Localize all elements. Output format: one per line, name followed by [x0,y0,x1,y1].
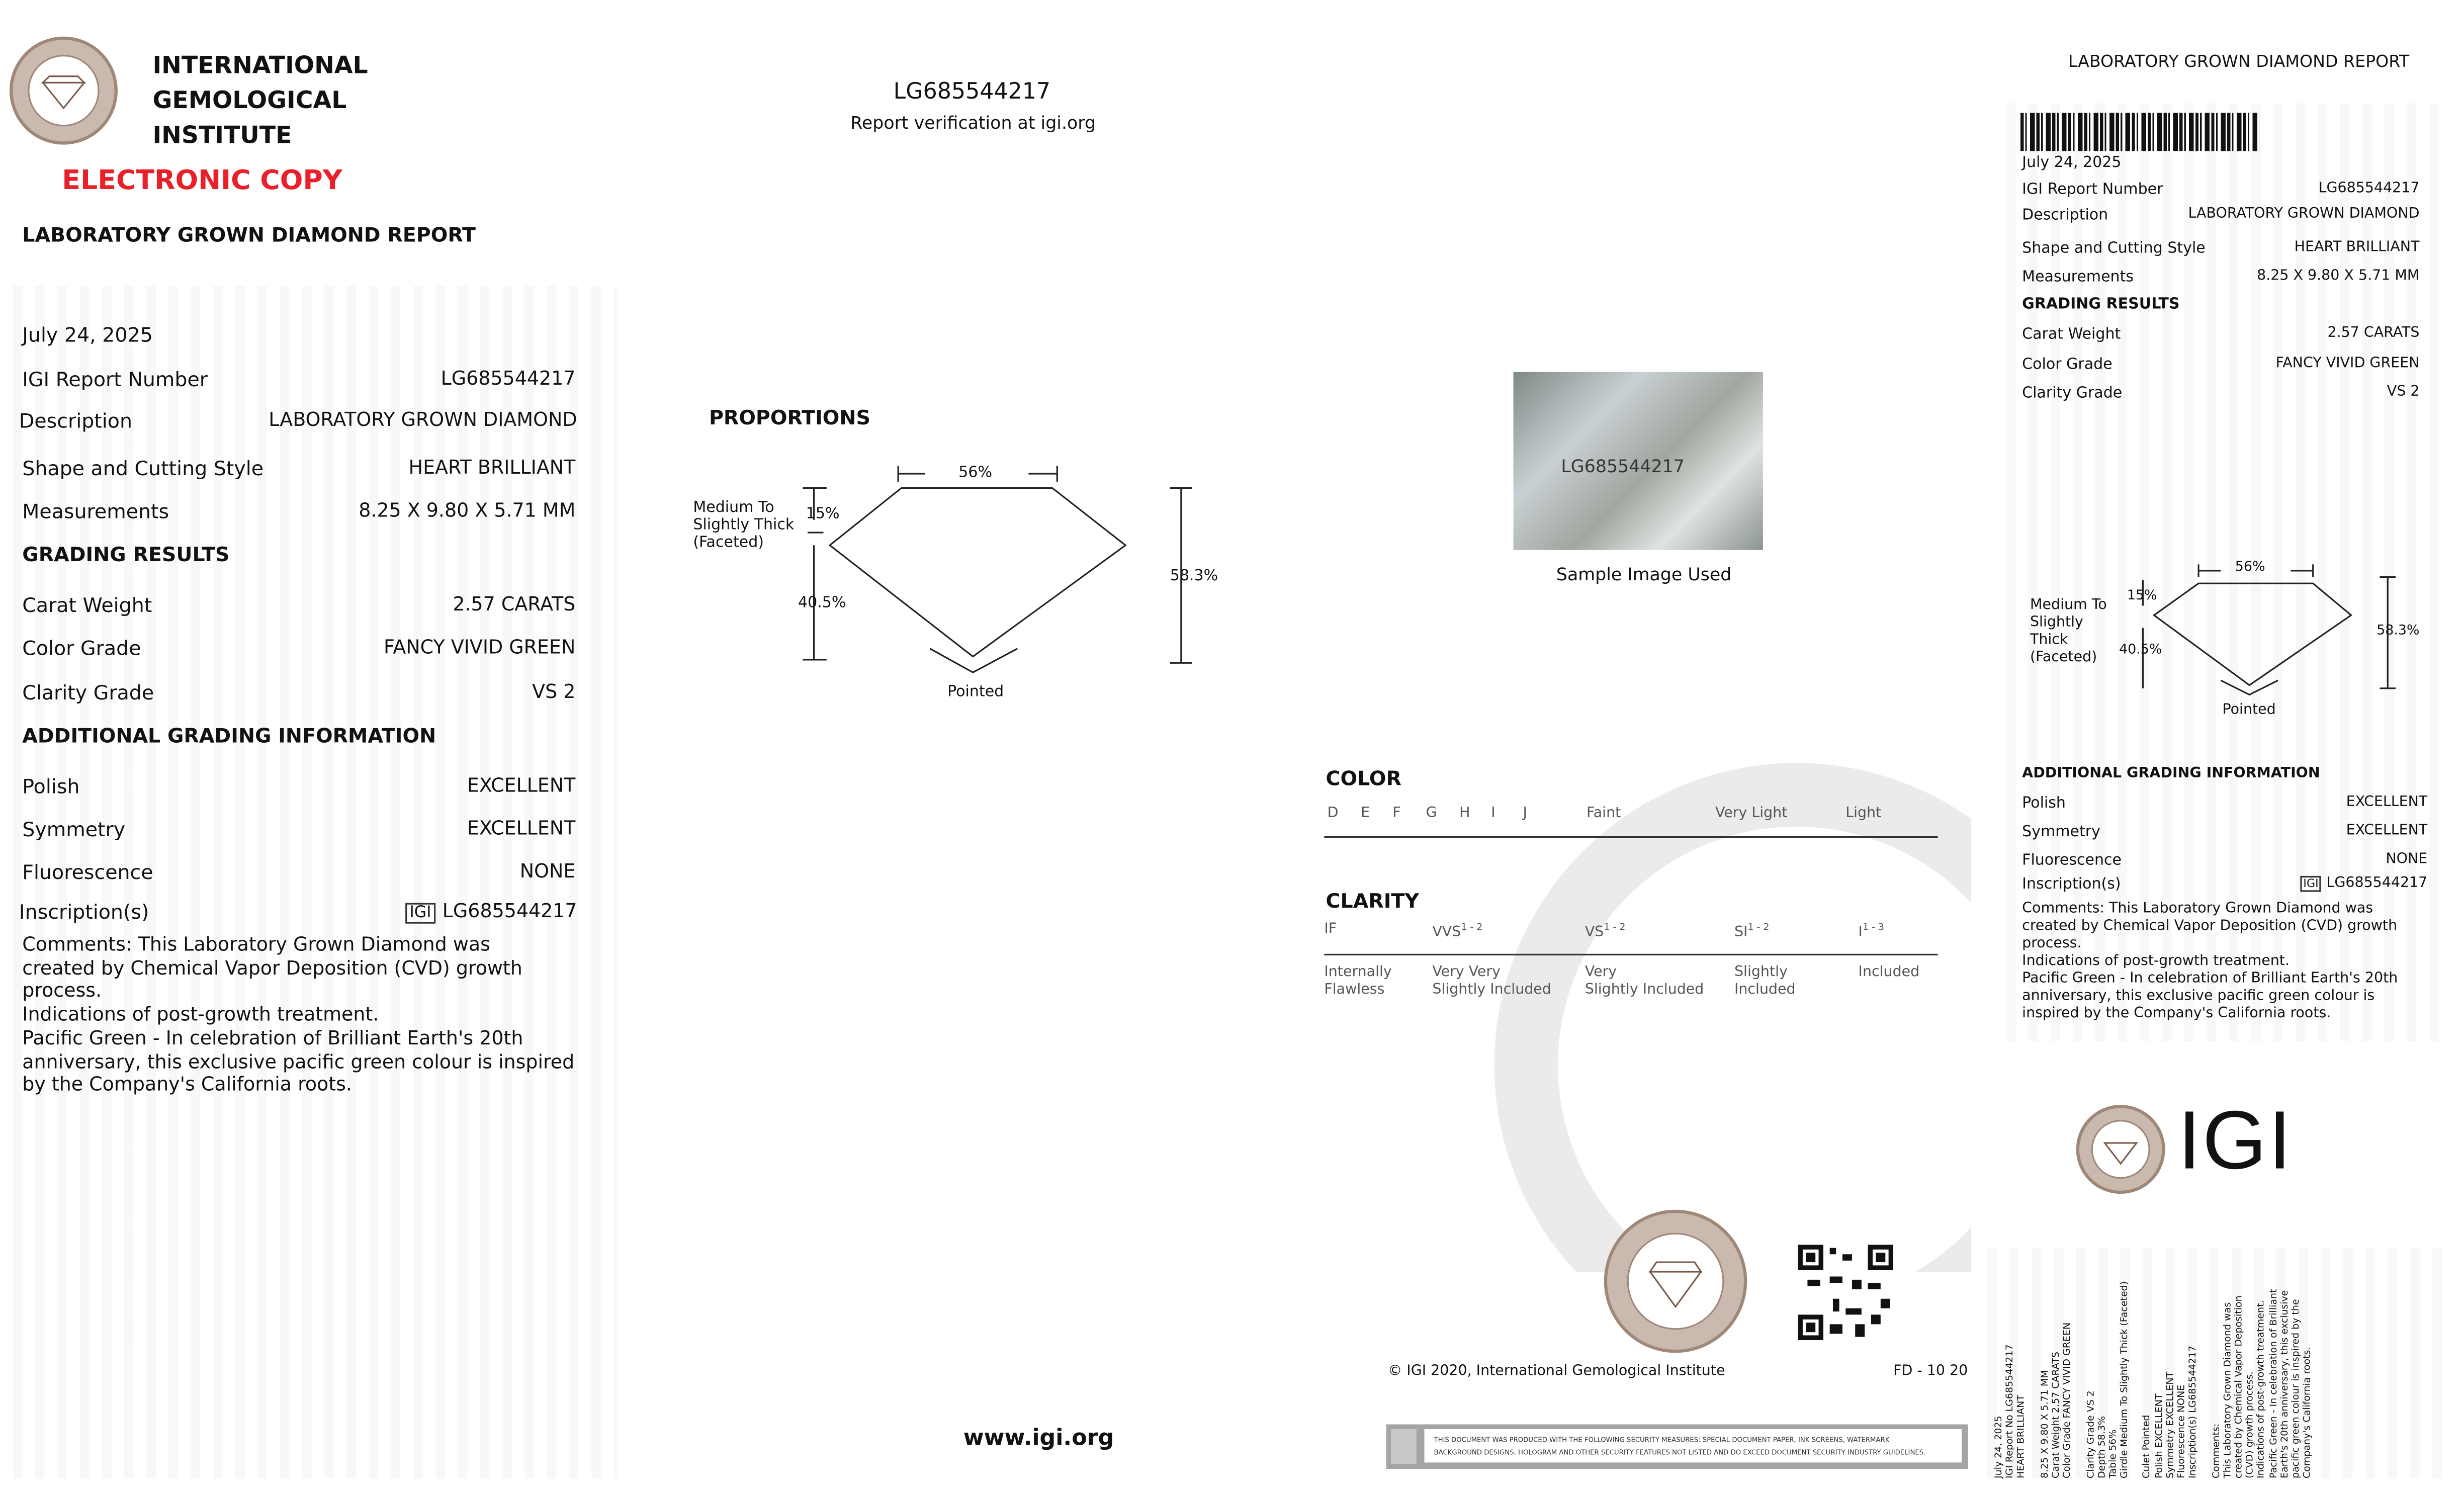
copyright-text: © IGI 2020, International Gemological Institute [1387,1364,1725,1380]
field-label: Fluorescence [22,860,153,884]
strip-line: pacific green colour is inspired by the [2291,1299,2302,1479]
lock-icon [1391,1429,1417,1464]
website-link[interactable]: www.igi.org [963,1426,1114,1452]
strip-line: Company's California roots. [2302,1347,2313,1479]
clarity-desc: Internally [1324,964,1392,981]
right-additional-row [2022,795,2427,813]
clarity-scale-heading: CLARITY [1326,889,1420,913]
strip-line: Table 56% [2107,1429,2119,1479]
igi-seal-stamp [1603,1208,1749,1355]
field-label: Symmetry [22,817,126,841]
right-field-row [2022,240,2419,257]
sample-inscription: LG685544217 [1561,456,1685,477]
comment-line: created by Chemical Vapor Deposition (CVD) growth [2022,919,2398,935]
field-label: Clarity Grade [2022,385,2123,402]
additional-row [22,774,575,798]
proportions-heading: PROPORTIONS [709,405,870,429]
report-number-header: LG685544217 [893,79,1051,105]
report-date: July 24, 2025 [22,322,153,347]
right-crown-percent: 15% [2127,588,2157,604]
comment-line: Comments: This Laboratory Grown Diamond was [2022,901,2373,918]
field-label: Color Grade [22,636,141,660]
color-grade: H [1459,806,1470,822]
strip-line [2073,1240,2085,1478]
strip-line: July 24, 2025 [1993,1416,2005,1479]
strip-line: Culet Pointed [2142,1415,2153,1479]
strip-line: Carat Weight 2.57 CARATS [2050,1352,2062,1479]
right-grading-row [2022,326,2419,343]
field-value: LABORATORY GROWN DIAMOND [269,408,577,431]
additional-grading-heading: ADDITIONAL GRADING INFORMATION [22,723,436,747]
color-scale-heading: COLOR [1326,766,1401,790]
field-value: VS 2 [532,680,576,703]
field-value: LG685544217 [2326,875,2428,892]
right-proportions-diagram [2122,564,2408,708]
field-value: EXCELLENT [467,774,576,797]
strip-line: Earth's 20th anniversary, this exclusive [2279,1290,2291,1479]
field-label: Measurements [2022,269,2134,287]
right-table-percent: 56% [2235,559,2265,576]
clarity-desc: Flawless [1324,982,1385,999]
verification-text: Report verification at igi.org [850,113,1096,134]
strip-line: 8.25 X 9.80 X 5.71 MM [2039,1370,2051,1479]
right-field-row [2022,181,2419,199]
strip-line: created by Chemical Vapor Deposition [2233,1295,2245,1479]
report-title: LABORATORY GROWN DIAMOND REPORT [22,222,476,247]
grading-row [22,636,575,660]
color-grade: I [1491,806,1495,822]
field-row [22,367,575,391]
additional-row [22,860,575,884]
strip-line: Depth 58.3% [2096,1416,2107,1479]
field-value: LG685544217 [442,900,577,922]
comment-line: created by Chemical Vapor Deposition (CVD) growth [22,956,522,979]
girdle-line: Thick [2030,633,2068,649]
color-range: Light [1845,806,1882,822]
right-grading-heading: GRADING RESULTS [2022,296,2180,313]
igi-wordmark: IGI [2177,1095,2293,1188]
field-value: 8.25 X 9.80 X 5.71 MM [2257,269,2420,285]
field-row [22,499,575,523]
pavilion-percent: 40.5% [798,594,846,612]
table-percent: 56% [958,464,993,482]
crown-percent: 15% [806,505,840,523]
field-label: Carat Weight [2022,326,2121,343]
field-label: Measurements [22,499,169,523]
clarity-grade: VS [1585,925,1604,941]
right-girdle-label [2030,598,2107,668]
field-value: HEART BRILLIANT [2294,240,2420,256]
qr-code[interactable] [1798,1245,1893,1340]
comment-line: Pacific Green - In celebration of Brilliant Earth's 20th [22,1026,523,1049]
right-culet-label: Pointed [2222,702,2276,719]
security-notice [1386,1425,1968,1469]
right-date: July 24, 2025 [2022,154,2122,172]
strip-line: Clarity Grade VS 2 [2085,1390,2096,1479]
clarity-sup: 1 - 3 [1862,922,1885,933]
sample-diamond-image [1514,372,1763,550]
field-value: EXCELLENT [2346,823,2428,840]
grading-results-heading: GRADING RESULTS [22,542,230,566]
comment-line: process. [2022,936,2082,952]
field-label: Shape and Cutting Style [22,456,264,480]
institute-line: INSTITUTE [152,121,292,150]
girdle-line: (Faceted) [2030,650,2097,666]
institute-line: INTERNATIONAL [152,51,368,80]
strip-line: (CVD) growth process. [2245,1371,2256,1479]
field-value: EXCELLENT [467,817,576,840]
right-field-row [2022,207,2419,224]
field-value: HEART BRILLIANT [408,456,576,479]
comment-line: anniversary, this exclusive pacific green colour is [2022,989,2375,1005]
field-value: LABORATORY GROWN DIAMOND [2188,206,2420,223]
additional-row [19,900,577,923]
sample-caption: Sample Image Used [1556,564,1732,585]
right-additional-row [2022,852,2427,869]
field-value: VS 2 [2387,385,2420,401]
field-label: Fluorescence [2022,852,2122,870]
clarity-sup: 1 - 2 [1461,922,1483,933]
field-label: Shape and Cutting Style [2022,240,2206,258]
clarity-grade: VVS [1432,925,1461,941]
barcode [2020,113,2259,151]
grading-row [22,593,575,617]
form-code: FD - 10 20 [1893,1364,1968,1380]
depth-percent: 58.3% [1170,567,1218,585]
field-value: EXCELLENT [2346,795,2428,811]
clarity-desc: Included [1734,982,1796,999]
field-label: Inscription(s) [19,900,149,924]
field-row [19,408,577,432]
right-grading-row [2022,385,2419,402]
clarity-grade: I [1858,925,1863,941]
comment-line: Comments: This Laboratory Grown Diamond was [22,933,490,955]
clarity-desc: Included [1858,964,1920,981]
right-grading-row [2022,356,2419,374]
field-label: Symmetry [2022,823,2100,841]
field-label: Inscription(s) [2022,875,2121,894]
additional-row [22,817,575,841]
field-label: Carat Weight [22,593,152,617]
field-value: LG685544217 [441,367,576,390]
field-label: Clarity Grade [22,680,154,705]
field-value: 8.25 X 9.80 X 5.71 MM [359,499,576,521]
field-value: 2.57 CARATS [453,593,576,615]
comment-line: Indications of post-growth treatment. [22,1003,379,1026]
right-additional-row [2022,876,2427,894]
institute-line: GEMOLOGICAL [152,85,347,115]
color-grade: G [1426,806,1437,822]
strip-line: Pacific Green - In celebration of Brilliant [2267,1289,2279,1479]
security-line: BACKGROUND DESIGNS, HOLOGRAM AND OTHER SECURITY FEATURES NOT LISTED AND DO EXCEED DOCUMENT SECURITY INDUSTRY GUIDELINES. [1434,1448,1926,1456]
girdle-line: Slightly Thick [693,516,795,535]
comment-line: anniversary, this exclusive pacific green colour is inspired [22,1050,575,1073]
color-grade: F [1392,806,1401,822]
field-label: IGI Report Number [22,367,208,391]
color-range: Very Light [1715,806,1788,822]
girdle-line: (Faceted) [693,534,764,552]
girdle-label [693,499,794,552]
proportions-diagram [779,453,1224,708]
clarity-sup: 1 - 2 [1604,922,1626,933]
girdle-line: Medium To [2030,597,2107,614]
comment-line: Indications of post-growth treatment. [2022,953,2290,970]
color-grade: E [1361,806,1370,822]
comment-line: by the Company's California roots. [22,1073,352,1096]
field-value: 2.57 CARATS [2327,326,2420,342]
clarity-grade: SI [1734,925,1748,941]
clarity-desc: Very Very [1432,964,1501,981]
clarity-scale-line [1324,954,1938,955]
field-row [22,456,575,480]
field-label: Description [19,408,133,432]
clarity-desc: Slightly Included [1432,982,1551,999]
strip-line: Girdle Medium To Slightly Thick (Faceted) [2119,1281,2131,1479]
girdle-line: Medium To [693,499,774,517]
right-report-title: LABORATORY GROWN DIAMOND REPORT [2068,52,2410,72]
igi-watermark-seal [1494,747,1971,1272]
clarity-desc: Slightly Included [1585,982,1704,999]
field-label: Color Grade [2022,356,2113,374]
color-range: Faint [1586,806,1621,822]
clarity-sup: 1 - 2 [1747,922,1770,933]
igi-seal-logo-right [2074,1103,2166,1195]
comment-line: Pacific Green - In celebration of Brilliant Earth's 20th [2022,971,2398,988]
igi-inscription-icon: IGI [2300,876,2322,892]
comment-line: process. [22,980,102,1002]
strip-line: This Laboratory Grown Diamond was [2222,1302,2233,1479]
strip-line: Symmetry EXCELLENT [2165,1371,2176,1479]
field-value: NONE [519,860,576,883]
clarity-grade: IF [1324,922,1337,938]
right-depth-percent: 58.3% [2377,623,2420,639]
strip-line [2131,1240,2142,1478]
field-label: Polish [22,774,80,798]
vertical-summary-strip [1993,1240,2313,1478]
igi-inscription-icon: IGI [405,903,436,924]
strip-line: Indications of post-growth treatment. [2256,1300,2268,1479]
institute-name [152,48,368,153]
right-field-row [2022,269,2419,286]
strip-line: IGI Report No LG685544217 [2004,1344,2016,1479]
field-value: NONE [2386,852,2428,868]
comments-block [22,933,574,1097]
clarity-desc: Slightly [1734,964,1788,981]
strip-line [2028,1240,2039,1478]
culet-label: Pointed [947,683,1004,701]
electronic-copy-label: ELECTRONIC COPY [62,165,342,198]
strip-line: Comments: [2210,1423,2222,1479]
right-additional-heading: ADDITIONAL GRADING INFORMATION [2022,766,2320,782]
field-value: FANCY VIVID GREEN [2275,356,2420,372]
right-comments-block [2022,901,2398,1023]
field-label: Description [2022,206,2108,224]
strip-line: Polish EXCELLENT [2153,1393,2165,1479]
girdle-line: Slightly [2030,615,2083,632]
strip-line: HEART BRILLIANT [2016,1395,2028,1479]
security-line: THIS DOCUMENT WAS PRODUCED WITH THE FOLLOWING SECURITY MEASURES: SPECIAL DOCUMENT PAPER, INK SCREENS, WATERMARK [1434,1435,1890,1444]
comment-line: inspired by the Company's California roots. [2022,1006,2331,1022]
igi-seal-logo [8,35,119,146]
right-pavilion-percent: 40.5% [2119,642,2162,658]
color-scale-line [1324,836,1938,838]
strip-line: Fluorescence NONE [2176,1384,2187,1479]
field-label: IGI Report Number [2022,181,2163,199]
strip-line: Inscription(s) LG685544217 [2187,1346,2199,1479]
clarity-desc: Very [1585,964,1617,981]
strip-line: Color Grade FANCY VIVID GREEN [2062,1322,2073,1479]
strip-line [2199,1240,2211,1478]
field-value: FANCY VIVID GREEN [384,636,576,658]
field-label: Polish [2022,795,2066,813]
right-additional-row [2022,824,2427,841]
color-grade: J [1523,806,1527,822]
grading-row [22,680,575,704]
color-grade: D [1327,806,1339,822]
field-value: LG685544217 [2318,181,2420,198]
